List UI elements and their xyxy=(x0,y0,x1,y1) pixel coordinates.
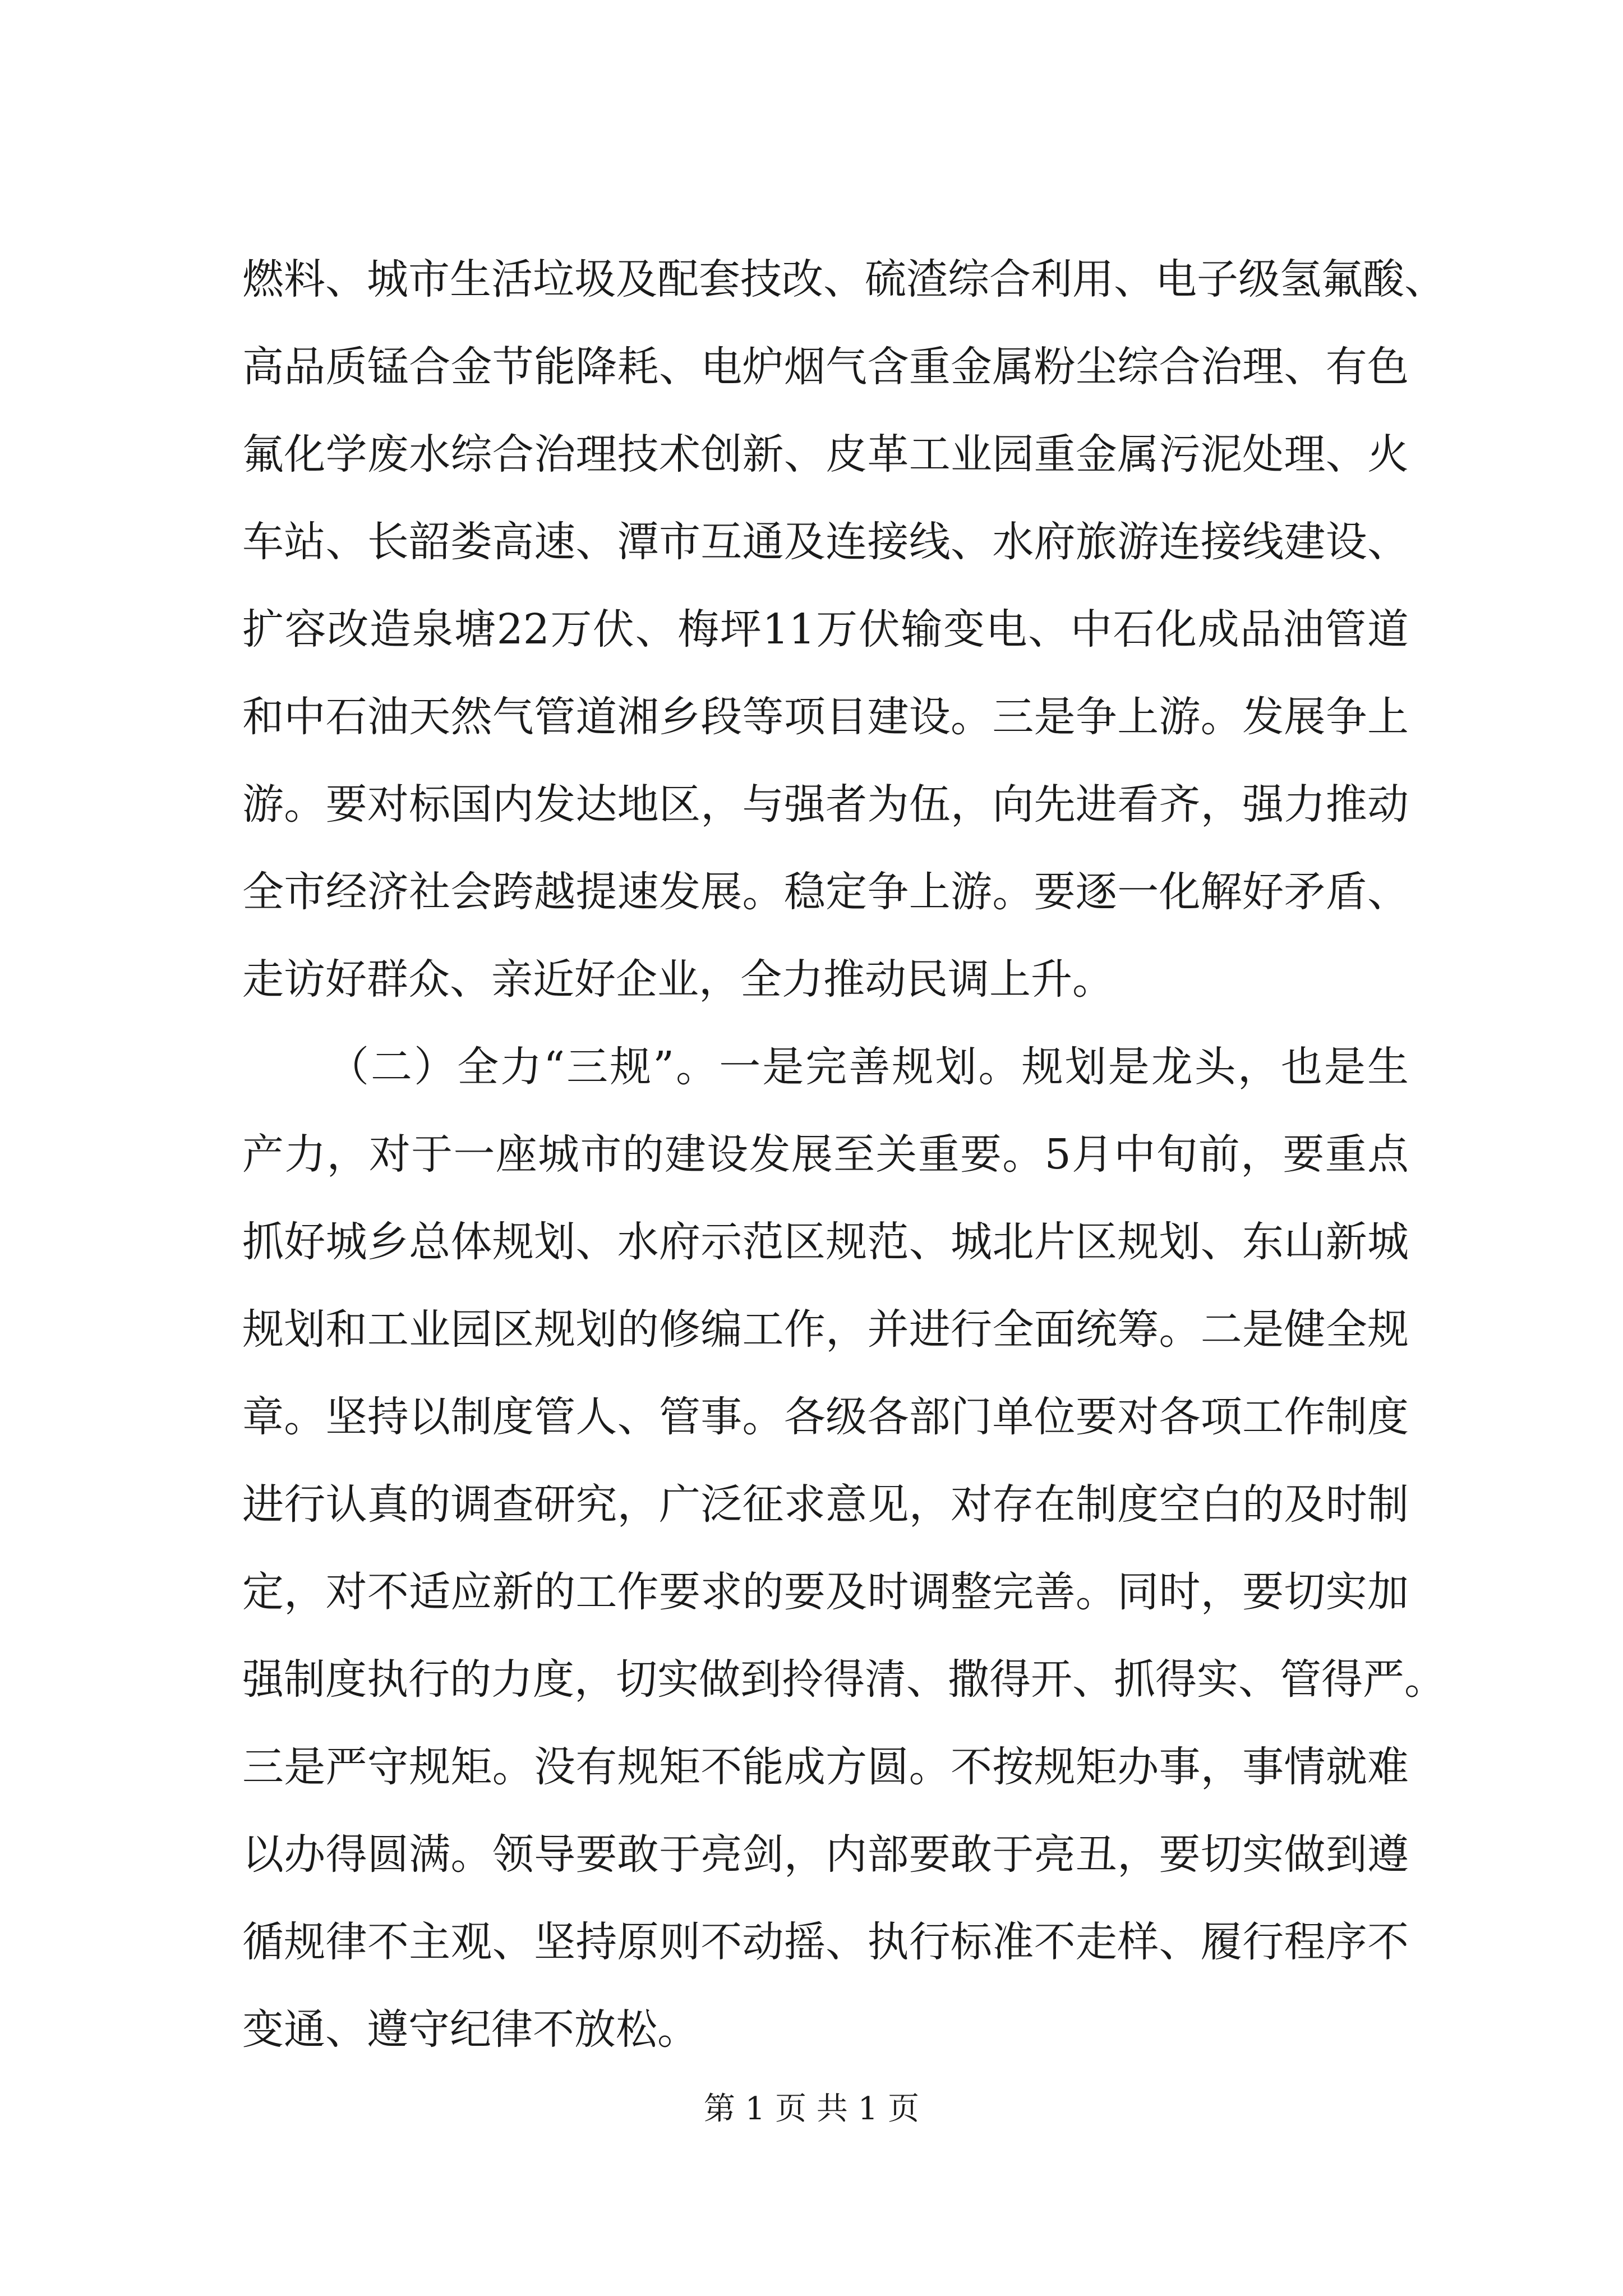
paragraph-1 xyxy=(242,236,1446,1023)
text-line: 定，对不适应新的工作要求的要及时调整完善。同时，要切实加 xyxy=(242,1568,1409,1616)
text-line: 循规律不主观、坚持原则不动摇、执行标准不走样、履行程序不 xyxy=(242,1918,1409,1966)
text-line: 走访好群众、亲近好企业，全力推动民调上升。 xyxy=(242,955,1114,1004)
page-footer xyxy=(0,2087,1623,2132)
text-line: 变通、遵守纪律不放松。 xyxy=(242,2005,699,2054)
text-line: 规划和工业园区规划的修编工作，并进行全面统筹。二是健全规 xyxy=(242,1305,1409,1354)
text-line: 车站、长韶娄高速、潭市互通及连接线、水府旅游连接线建设、 xyxy=(242,518,1409,566)
text-line: 三是严守规矩。没有规矩不能成方圆。不按规矩办事，事情就难 xyxy=(242,1743,1409,1791)
text-line: （二）全力“三规”。一是完善规划。规划是龙头，也是生 xyxy=(328,1043,1409,1091)
document-body xyxy=(242,236,1446,2073)
text-line: 氟化学废水综合治理技术创新、皮革工业园重金属污泥处理、火 xyxy=(242,430,1409,478)
text-line: 扩容改造泉塘22万伏、梅坪11万伏输变电、中石化成品油管道 xyxy=(242,605,1409,654)
text-line: 燃料、城市生活垃圾及配套技改、硫渣综合利用、电子级氢氟酸、 xyxy=(242,255,1446,303)
text-line: 进行认真的调查研究，广泛征求意见，对存在制度空白的及时制 xyxy=(242,1480,1409,1529)
text-line: 全市经济社会跨越提速发展。稳定争上游。要逐一化解好矛盾、 xyxy=(242,868,1409,916)
text-line: 以办得圆满。领导要敢于亮剑，内部要敢于亮丑，要切实做到遵 xyxy=(242,1830,1409,1879)
page-number: 第 1 页 共 1 页 xyxy=(703,2091,920,2127)
text-line: 章。坚持以制度管人、管事。各级各部门单位要对各项工作制度 xyxy=(242,1393,1409,1441)
paragraph-2 xyxy=(242,1023,1446,2073)
text-line: 强制度执行的力度，切实做到拎得清、撒得开、抓得实、管得严。 xyxy=(242,1655,1446,1704)
text-line: 和中石油天然气管道湘乡段等项目建设。三是争上游。发展争上 xyxy=(242,693,1409,741)
text-line: 高品质锰合金节能降耗、电炉烟气含重金属粉尘综合治理、有色 xyxy=(242,343,1409,391)
text-line: 游。要对标国内发达地区，与强者为伍，向先进看齐，强力推动 xyxy=(242,780,1409,829)
text-line: 抓好城乡总体规划、水府示范区规范、城北片区规划、东山新城 xyxy=(242,1218,1409,1266)
text-line: 产力，对于一座城市的建设发展至关重要。5月中旬前，要重点 xyxy=(242,1130,1409,1179)
